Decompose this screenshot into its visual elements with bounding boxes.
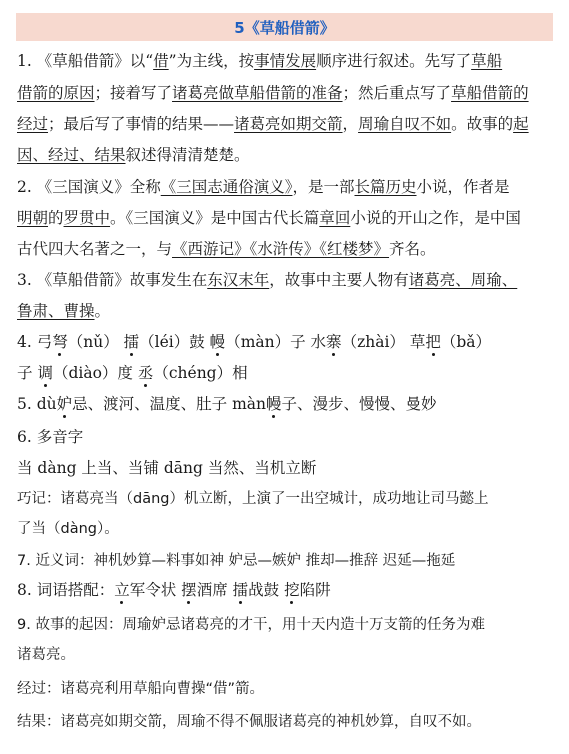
item-1-line-2: 借箭的原因；接着写了诸葛亮做草船借箭的准备；然后重点写了草船借箭的 <box>17 84 529 102</box>
page-title: 5《草船借箭》 <box>234 19 335 37</box>
item-6-polyphone: 当 dàng 上当、当铺 dāng 当然、当机立断 <box>17 459 317 477</box>
item-9-line-1: 9. 故事的起因：周瑜妒忌诸葛亮的才干，用十天内造十万支箭的任务为难 <box>17 617 485 633</box>
item-2-line-3: 古代四大名著之一，与《西游记》《水浒传》《红楼梦》齐名。 <box>17 240 436 258</box>
item-8-collocations: 8. 词语搭配：立军令状 摆酒席 擂战鼓 挖陷阱 <box>17 581 331 599</box>
item-7-synonyms: 7. 近义词：神机妙算—料事如神 妒忌—嫉妒 推却—推辞 迟延—拖延 <box>17 553 456 569</box>
item-6-tip-line-1: 巧记：诸葛亮当（dāng）机立断，上演了一出空城计，成功地让司马懿上 <box>17 491 489 507</box>
item-1-line-1: 1. 《草船借箭》以“借”为主线，按事情发展顺序进行叙述。先写了草船 <box>17 52 503 70</box>
item-4-line-2: 子 调（diào）度 丞（chéng）相 <box>17 364 248 382</box>
item-5: 5. dù妒忌、渡河、温度、肚子 màn幔子、漫步、慢慢、曼妙 <box>17 395 437 413</box>
item-6-heading: 6. 多音字 <box>17 428 84 446</box>
item-3-line-1: 3. 《草船借箭》故事发生在东汉末年，故事中主要人物有诸葛亮、周瑜、 <box>17 271 518 289</box>
item-1-line-4: 因、经过、结果叙述得清清楚楚。 <box>17 146 250 164</box>
item-6-tip-line-2: 了当（dàng）。 <box>17 521 119 537</box>
item-2-line-1: 2. 《三国演义》全称《三国志通俗演义》，是一部长篇历史小说，作者是 <box>17 178 510 196</box>
item-4-line-1: 4. 弓弩（nǔ） 擂（léi）鼓 幔（màn）子 水寨（zhài） 草把（bǎ） <box>17 333 492 351</box>
title-banner <box>16 13 553 41</box>
item-1-line-3: 经过；最后写了事情的结果——诸葛亮如期交箭，周瑜自叹不如。故事的起 <box>17 115 529 133</box>
item-9-line-3: 经过：诸葛亮利用草船向曹操“借”箭。 <box>17 681 265 697</box>
item-3-line-2: 鲁肃、曹操。 <box>17 302 111 320</box>
item-9-line-4: 结果：诸葛亮如期交箭，周瑜不得不佩服诸葛亮的神机妙算，自叹不如。 <box>17 714 481 730</box>
item-2-line-2: 明朝的罗贯中。《三国演义》是中国古代长篇章回小说的开山之作，是中国 <box>17 209 521 227</box>
item-9-line-2: 诸葛亮。 <box>17 647 75 663</box>
